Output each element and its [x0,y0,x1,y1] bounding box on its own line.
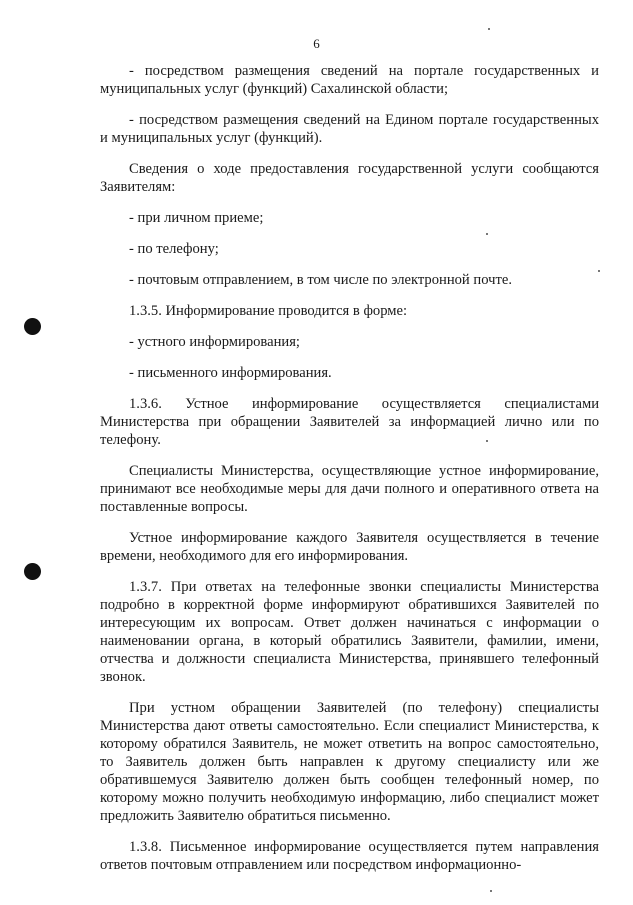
body-text [100,62,599,887]
hole-punch-mark-top [24,318,41,335]
scan-speck [488,28,490,30]
paragraph: - при личном приеме; [129,210,264,226]
paragraph: 1.3.5. Информирование проводится в форме: [129,303,408,319]
page-number: 6 [313,36,320,51]
paragraph: 1.3.8. Письменное информирование осуществляется путем направления ответов почтовым отправлением или посредством информационно- [100,839,599,873]
paragraph: - посредством размещения сведений на портале государственных и муниципальных услуг (функций) Сахалинской области; [100,63,599,97]
paragraph: Специалисты Министерства, осуществляющие устное информирование, принимают все необходимые меры для дачи полного и оперативного ответа на поставленные вопросы. [100,463,599,515]
paragraph: Устное информирование каждого Заявителя осуществляется в течение времени, необходимого для его информирования. [100,530,599,564]
paragraph: 1.3.6. Устное информирование осуществляется специалистами Министерства при обращении Заявителей за информацией лично или по телефону. [100,396,599,448]
paragraph: - посредством размещения сведений на Едином портале государственных и муниципальных услуг (функций). [100,112,599,146]
paragraph: - по телефону; [129,241,219,257]
paragraph: - письменного информирования. [129,365,332,381]
paragraph: - почтовым отправлением, в том числе по электронной почте. [129,272,512,288]
paragraph: Сведения о ходе предоставления государственной услуги сообщаются Заявителям: [100,161,599,195]
paragraph: При устном обращении Заявителей (по телефону) специалисты Министерства дают ответы самостоятельно. Если специалист Министерства, к которому обратился Заявитель, не может ответить на вопрос самостоятельно, то Заявитель должен быть направлен к другому специалисту или же обратившемуся Заявителю должен быть сообщен телефонный номер, по которому можно получить необходимую информацию, либо специалист может предложить Заявителю обратиться письменно. [100,700,599,824]
hole-punch-mark-bottom [24,563,41,580]
paragraph: 1.3.7. При ответах на телефонные звонки специалисты Министерства подробно в корректной форме информируют обратившихся Заявителей по интересующим их вопросам. Ответ должен начинаться с информации о наименовании органа, в который обратились Заявители, фамилии, имени, отчества и должности специалиста Министерства, принявшего телефонный звонок. [100,579,599,685]
paragraph: - устного информирования; [129,334,300,350]
scan-speck [490,890,492,892]
